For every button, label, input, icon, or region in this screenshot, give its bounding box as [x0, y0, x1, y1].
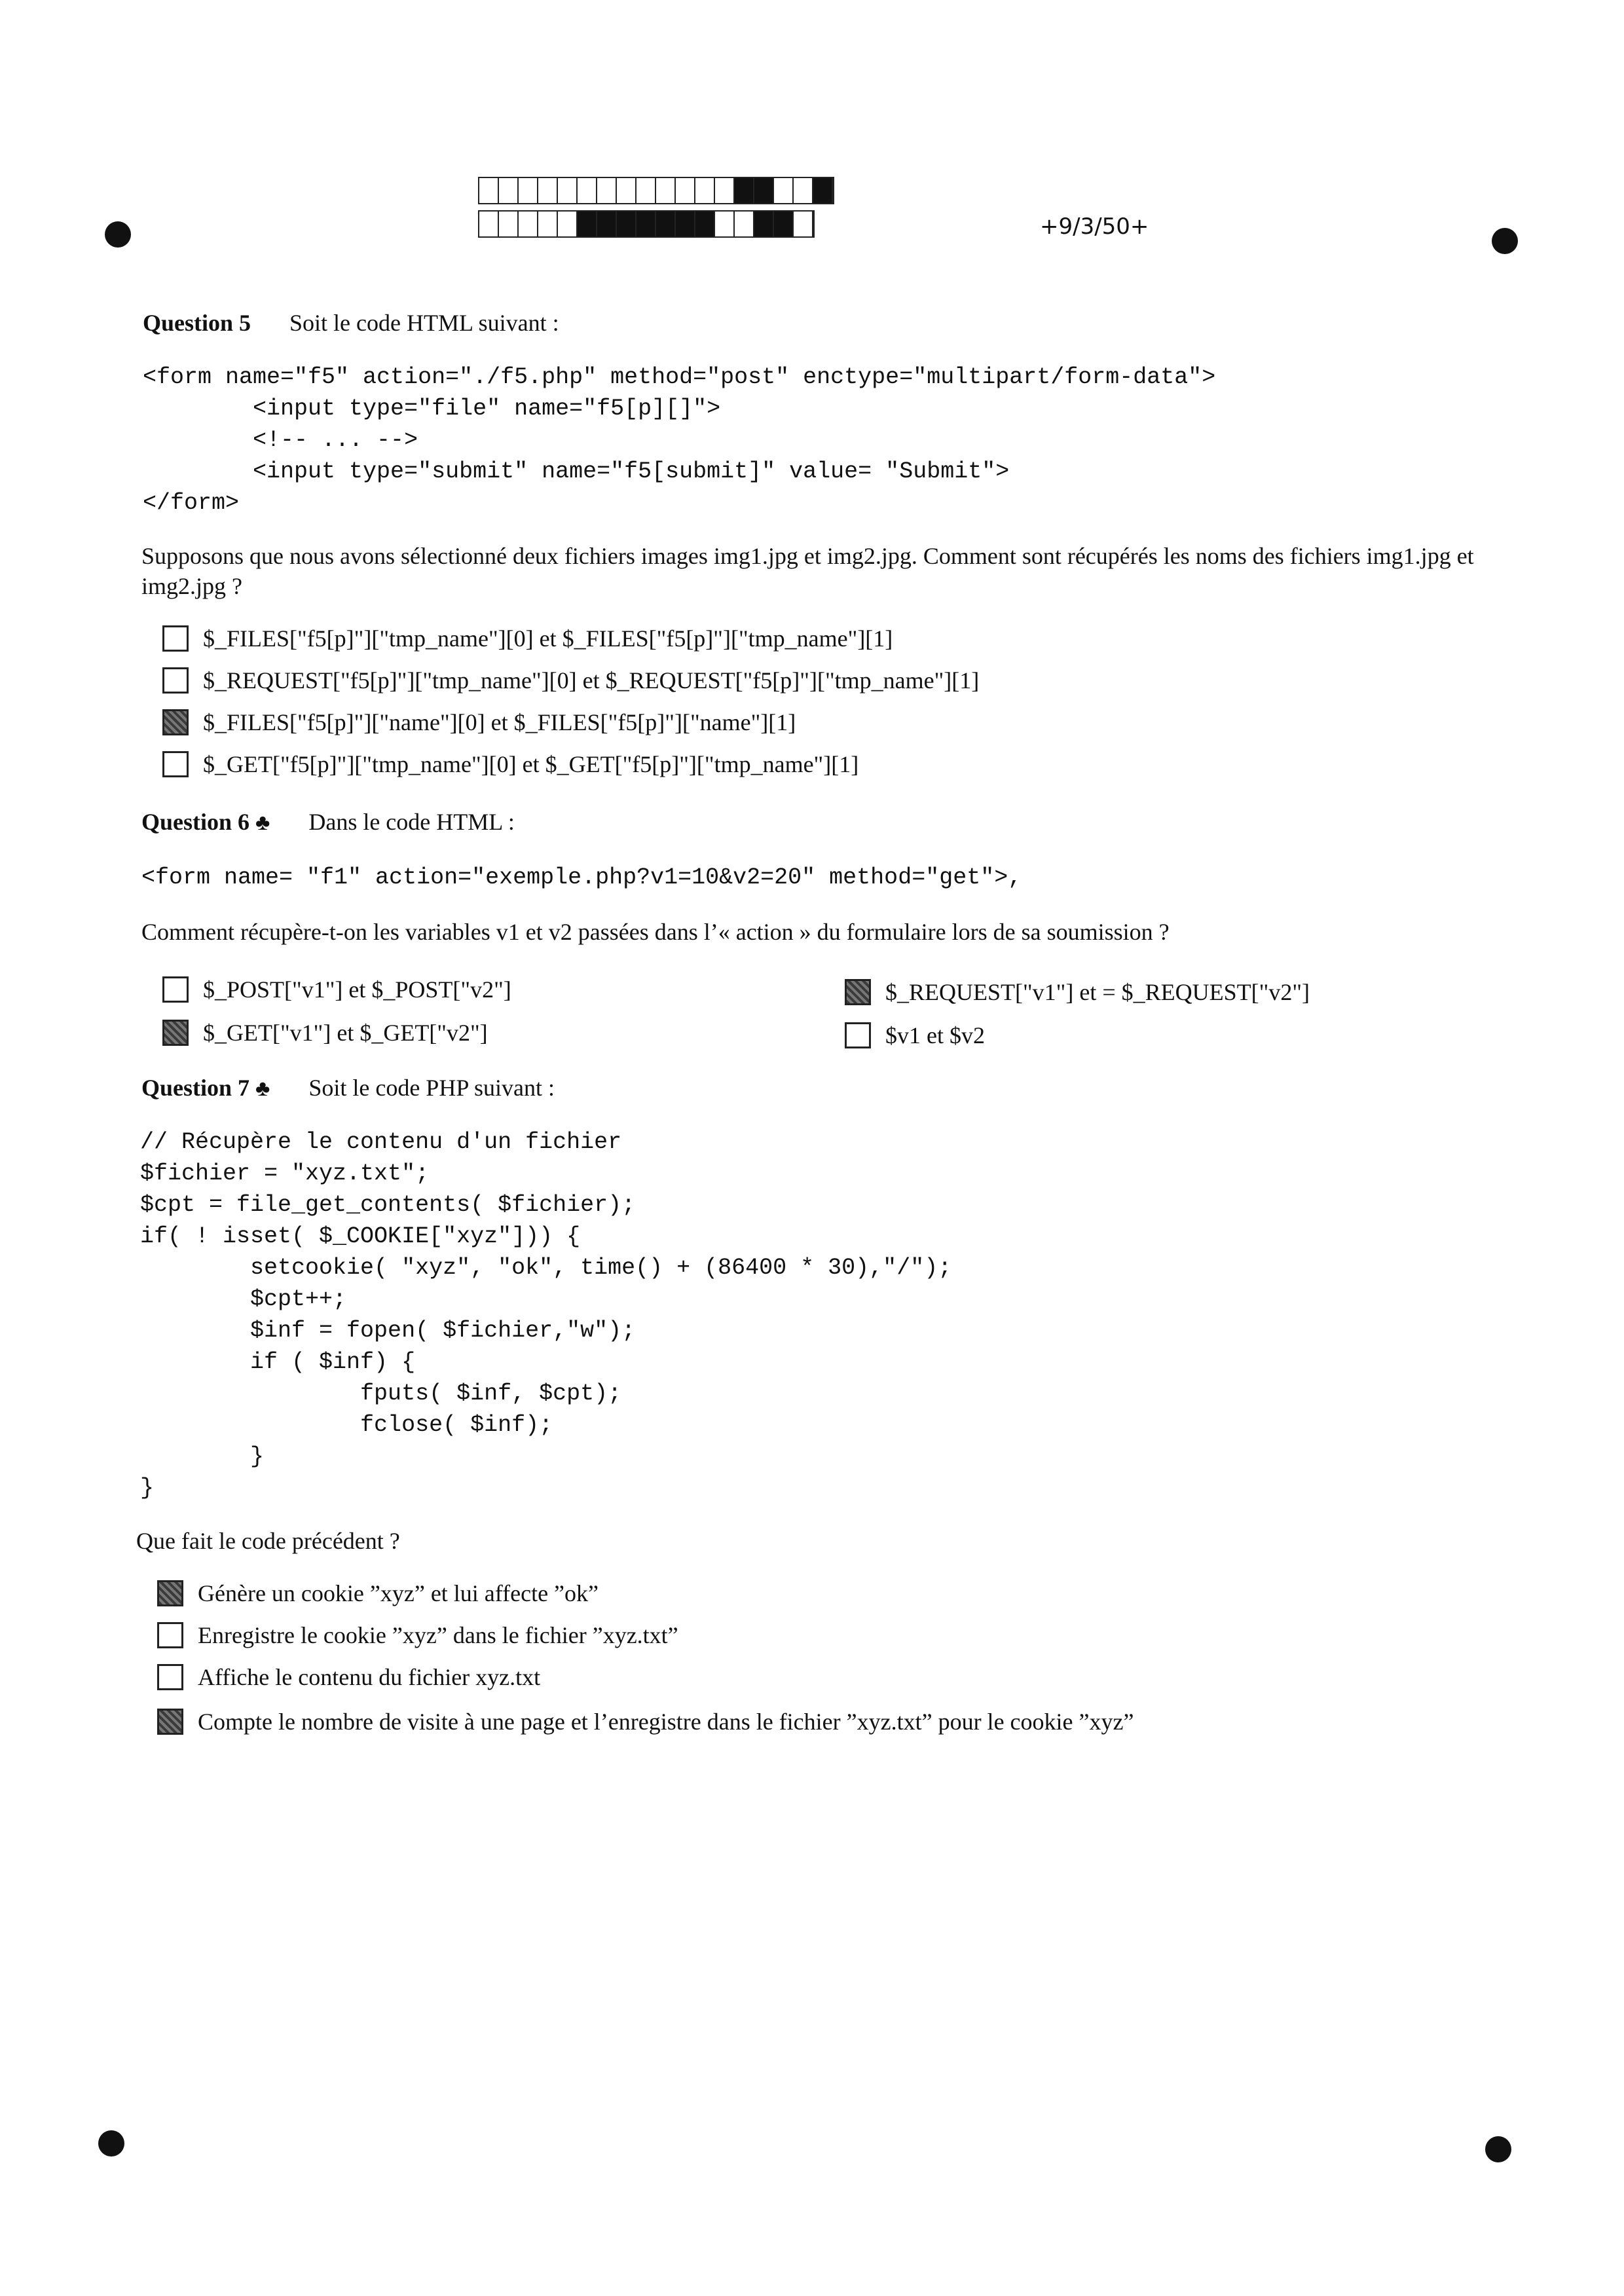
q7-option-3[interactable]: [157, 1663, 540, 1691]
q5-option-4[interactable]: [162, 750, 858, 778]
q6-option-1[interactable]: [162, 976, 511, 1003]
barcode-cell: [715, 212, 735, 236]
exam-id-code: +9/3/50+: [1040, 213, 1149, 240]
barcode-cell: [538, 212, 558, 236]
checkbox[interactable]: [162, 625, 189, 652]
option-text: $_GET["f5[p]"]["tmp_name"][0] et $_GET["f5[p]"]["tmp_name"][1]: [203, 751, 859, 777]
barcode-cell: [695, 212, 715, 236]
question-7-header: [141, 1074, 555, 1102]
registration-dot-bottom-right: [1485, 2136, 1511, 2162]
barcode-cell: [735, 178, 754, 203]
q7-option-2[interactable]: [157, 1621, 678, 1649]
checkbox[interactable]: [845, 1022, 871, 1048]
option-text: $_FILES["f5[p]"]["tmp_name"][0] et $_FILES["f5[p]"]["tmp_name"][1]: [203, 625, 893, 652]
question-7-label: Question 7: [141, 1075, 250, 1101]
option-text: $_FILES["f5[p]"]["name"][0] et $_FILES["f5[p]"]["name"][1]: [203, 709, 796, 735]
checkbox-checked[interactable]: [162, 709, 189, 735]
barcode-cell: [499, 178, 519, 203]
barcode-cell: [558, 212, 578, 236]
barcode-cell: [578, 178, 597, 203]
q7-option-1[interactable]: [157, 1580, 599, 1607]
question-7-text: Que fait le code précédent ?: [136, 1528, 400, 1554]
barcode-cell: [774, 212, 794, 236]
q5-option-2[interactable]: [162, 667, 979, 694]
question-5-label: Question 5: [143, 310, 251, 336]
barcode-cell: [774, 178, 794, 203]
option-text: Enregistre le cookie ”xyz” dans le fichier ”xyz.txt”: [198, 1622, 678, 1648]
barcode-cell: [695, 178, 715, 203]
option-text: $_REQUEST["v1"] et = $_REQUEST["v2"]: [885, 979, 1310, 1005]
question-6-label: Question 6: [141, 809, 250, 835]
question-7-prompt: Soit le code PHP suivant :: [308, 1075, 555, 1101]
option-text: $_REQUEST["f5[p]"]["tmp_name"][0] et $_REQUEST["f5[p]"]["tmp_name"][1]: [203, 667, 980, 694]
barcode-cell: [656, 178, 676, 203]
barcode-cell: [558, 178, 578, 203]
q6-option-4[interactable]: [845, 1022, 985, 1049]
q6-option-2[interactable]: [162, 1019, 488, 1046]
checkbox[interactable]: [162, 667, 189, 694]
barcode-cell: [617, 178, 637, 203]
barcode-cell: [578, 212, 597, 236]
question-5-prompt: Soit le code HTML suivant :: [289, 310, 559, 336]
barcode-top: [478, 177, 834, 204]
checkbox[interactable]: [162, 751, 189, 777]
barcode-cell: [538, 178, 558, 203]
club-icon: ♣: [255, 1077, 270, 1101]
barcode-cell: [735, 212, 754, 236]
barcode-cell: [676, 212, 695, 236]
registration-dot-top-left: [105, 221, 131, 248]
q5-option-1[interactable]: [162, 625, 893, 652]
option-text: $_POST["v1"] et $_POST["v2"]: [203, 976, 511, 1003]
checkbox[interactable]: [157, 1622, 183, 1648]
q6-option-3[interactable]: [845, 978, 1310, 1006]
question-6-prompt: Dans le code HTML :: [308, 809, 515, 835]
barcode-cell: [715, 178, 735, 203]
barcode-cell: [597, 212, 617, 236]
barcode-cell: [754, 178, 774, 203]
barcode-cell: [479, 178, 499, 203]
option-text: Génère un cookie ”xyz” et lui affecte ”ok”: [198, 1580, 599, 1606]
barcode-cell: [794, 212, 813, 236]
option-text: $v1 et $v2: [885, 1022, 985, 1048]
registration-dot-top-right: [1492, 228, 1518, 254]
option-text: Affiche le contenu du fichier xyz.txt: [198, 1664, 541, 1690]
barcode-cell: [656, 212, 676, 236]
barcode-cell: [499, 212, 519, 236]
checkbox[interactable]: [162, 976, 189, 1003]
question-6-text: Comment récupère-t-on les variables v1 et v2 passées dans l’« action » du formulaire lors de sa soumission ?: [141, 919, 1170, 945]
question-6-header: [141, 808, 515, 836]
checkbox-checked[interactable]: [845, 979, 871, 1005]
barcode-cell: [637, 212, 656, 236]
checkbox-checked[interactable]: [162, 1020, 189, 1046]
checkbox[interactable]: [157, 1664, 183, 1690]
barcode-bottom: [478, 210, 815, 238]
question-7-code: // Récupère le contenu d'un fichier $fichier = "xyz.txt"; $cpt = file_get_contents( $fichier); if( ! isset( $_COOKIE["xyz"])) { setcookie( "xyz", "ok", time() + (86400 * 30),"/"); $cpt++; $inf = fopen( $fichier,"w"); if ( $inf) { fputs( $inf, $cpt); fclose( $inf); } }: [140, 1129, 952, 1501]
barcode-cell: [794, 178, 813, 203]
question-5-code: <form name="f5" action="./f5.php" method="post" enctype="multipart/form-data"> <input type="file" name="f5[p][]"> <!-- ... --> <input type="submit" name="f5[submit]" value= "Submit"> </form>: [143, 364, 1216, 516]
barcode-cell: [813, 178, 833, 203]
club-icon: ♣: [255, 811, 270, 835]
question-5-header: [143, 309, 559, 337]
barcode-cell: [479, 212, 499, 236]
barcode-cell: [754, 212, 774, 236]
barcode-cell: [676, 178, 695, 203]
barcode-cell: [637, 178, 656, 203]
option-text: Compte le nombre de visite à une page et l’enregistre dans le fichier ”xyz.txt” pour le cookie ”xyz”: [198, 1709, 1134, 1735]
barcode-cell: [597, 178, 617, 203]
question-6-code: <form name= "f1" action="exemple.php?v1=10&v2=20" method="get">,: [141, 864, 1022, 891]
option-text: $_GET["v1"] et $_GET["v2"]: [203, 1020, 488, 1046]
checkbox-checked[interactable]: [157, 1580, 183, 1606]
registration-dot-bottom-left: [98, 2130, 124, 2157]
question-5-text: Supposons que nous avons sélectionné deux fichiers images img1.jpg et img2.jpg. Comment sont récupérés les noms des fichiers img1.jpg et img2.jpg ?: [141, 543, 1474, 599]
q5-option-3[interactable]: [162, 709, 796, 736]
checkbox-checked[interactable]: [157, 1709, 183, 1735]
barcode-cell: [519, 212, 538, 236]
barcode-cell: [617, 212, 637, 236]
barcode-cell: [519, 178, 538, 203]
q7-option-4[interactable]: [157, 1708, 1134, 1735]
